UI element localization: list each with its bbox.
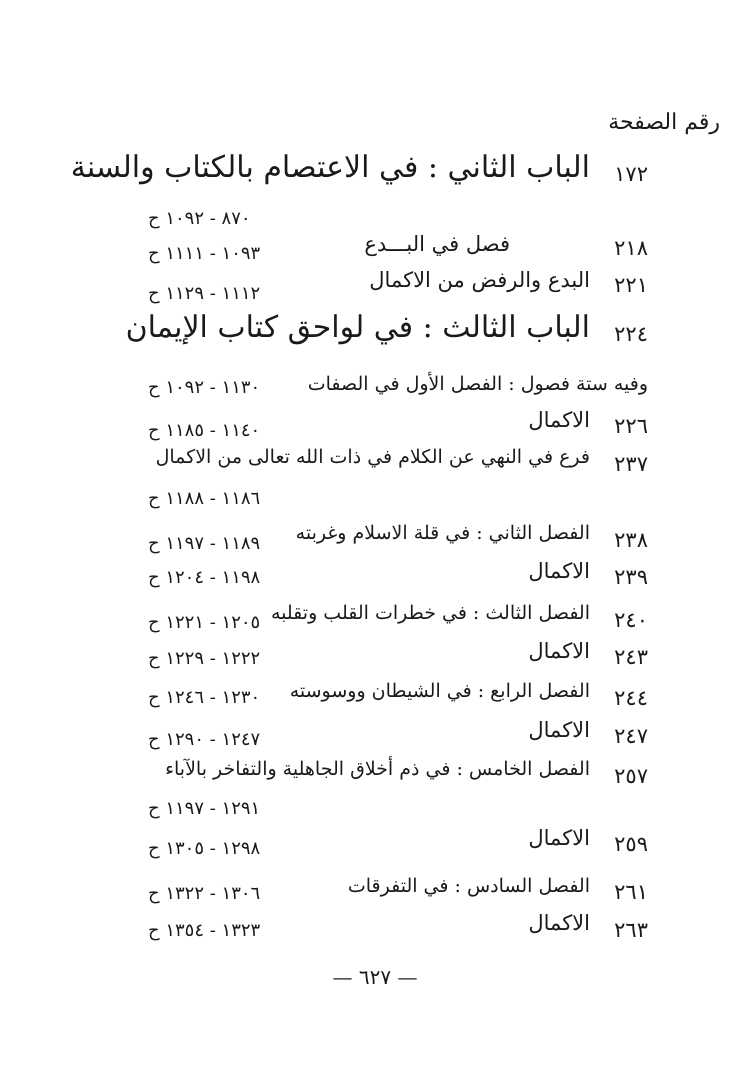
hadith-range: ١٢٠٥ - ١٢٢١ ح bbox=[148, 612, 261, 633]
page-number: ٢٢١ bbox=[614, 273, 648, 297]
page-number: ٢٤٧ bbox=[614, 724, 648, 748]
page-number: ٢٣٧ bbox=[614, 452, 648, 476]
hadith-range: ١١٨٦ - ١١٨٨ ح bbox=[148, 488, 261, 509]
section-title: الفصل الخامس : في ذم أخلاق الجاهلية والتفاخر بالآباء bbox=[165, 758, 590, 780]
hadith-range: ١٢٩٨ - ١٣٠٥ ح bbox=[148, 838, 261, 859]
page-number: ٢٣٨ bbox=[614, 528, 648, 552]
hadith-range: ٨٧٠ - ١٠٩٢ ح bbox=[148, 208, 251, 229]
page-footer-number: — ٦٢٧ — bbox=[332, 965, 418, 989]
hadith-range: ١٣٢٣ - ١٣٥٤ ح bbox=[148, 920, 261, 941]
chapter-title: الباب الثاني : في الاعتصام بالكتاب والسنة bbox=[70, 150, 590, 185]
section-title: البدع والرفض من الاكمال bbox=[369, 268, 590, 292]
page-number: ٢٥٧ bbox=[614, 764, 648, 788]
hadith-range: ١٢٩١ - ١١٩٧ ح bbox=[148, 798, 261, 819]
hadith-range: ١١١٢ - ١١٢٩ ح bbox=[148, 283, 261, 304]
hadith-range: ١٣٠٦ - ١٣٢٢ ح bbox=[148, 883, 261, 904]
page-number: ٢١٨ bbox=[614, 236, 648, 260]
hadith-range: ١٢٤٧ - ١٢٩٠ ح bbox=[148, 729, 261, 750]
hadith-range: ١٢٢٢ - ١٢٢٩ ح bbox=[148, 648, 261, 669]
hadith-range: ١٢٣٠ - ١٢٤٦ ح bbox=[148, 687, 261, 708]
section-title: فصل في البـــدع bbox=[364, 232, 510, 256]
section-title: الاكمال bbox=[528, 559, 590, 583]
page-number: ٢٦١ bbox=[614, 880, 648, 904]
section-title: الاكمال bbox=[528, 718, 590, 742]
section-title: الاكمال bbox=[528, 639, 590, 663]
page-number: ٢٢٤ bbox=[614, 322, 648, 346]
section-title: الفصل الثالث : في خطرات القلب وتقلبه bbox=[270, 602, 590, 624]
section-title: الفصل السادس : في التفرقات bbox=[347, 875, 590, 897]
section-title: الاكمال bbox=[528, 826, 590, 850]
chapter-title: الباب الثالث : في لواحق كتاب الإيمان bbox=[125, 310, 590, 345]
page-number: ٢٣٩ bbox=[614, 565, 648, 589]
section-title: وفيه ستة فصول : الفصل الأول في الصفات bbox=[307, 373, 648, 395]
section-title: فرع في النهي عن الكلام في ذات الله تعالى من الاكمال bbox=[155, 446, 590, 468]
section-title: الاكمال bbox=[528, 911, 590, 935]
page-number: ٢٤٣ bbox=[614, 645, 648, 669]
hadith-range: ١١٣٠ - ١٠٩٢ ح bbox=[148, 377, 261, 398]
page-number: ١٧٢ bbox=[614, 162, 648, 186]
section-title: الاكمال bbox=[528, 408, 590, 432]
page-number: ٢٦٣ bbox=[614, 918, 648, 942]
section-title: الفصل الثاني : في قلة الاسلام وغربته bbox=[295, 522, 590, 544]
hadith-range: ١١٩٨ - ١٢٠٤ ح bbox=[148, 567, 261, 588]
hadith-range: ١٠٩٣ - ١١١١ ح bbox=[148, 243, 261, 264]
page-number: ٢٢٦ bbox=[614, 414, 648, 438]
page-number: ٢٤٤ bbox=[614, 686, 648, 710]
page-number-column-header: رقم الصفحة bbox=[608, 110, 720, 135]
section-title: الفصل الرابع : في الشيطان ووسوسته bbox=[289, 680, 590, 702]
hadith-range: ١١٤٠ - ١١٨٥ ح bbox=[148, 420, 261, 441]
page-number: ٢٥٩ bbox=[614, 832, 648, 856]
page-number: ٢٤٠ bbox=[614, 608, 648, 632]
hadith-range: ١١٨٩ - ١١٩٧ ح bbox=[148, 533, 261, 554]
